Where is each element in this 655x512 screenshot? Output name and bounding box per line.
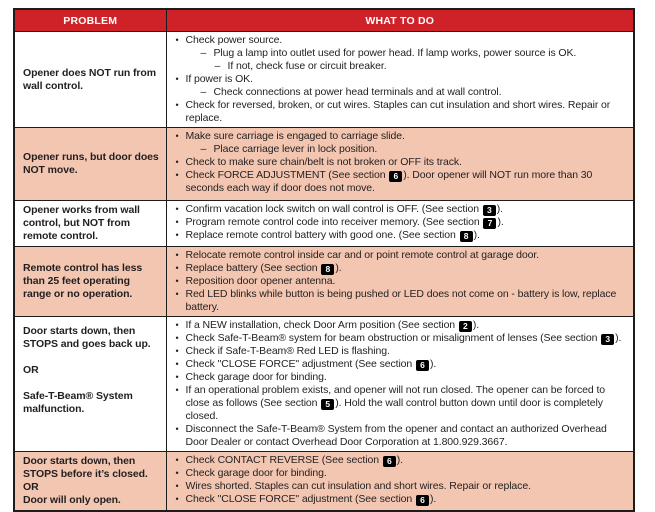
bullet-icon: • [175, 494, 179, 504]
bullet-icon: • [175, 35, 179, 45]
bullet-icon: • [175, 320, 179, 330]
section-number-badge: 6 [416, 495, 429, 506]
problem-text: Safe-T-Beam® System malfunction. [23, 390, 133, 415]
section-number-badge: 7 [483, 218, 496, 229]
problem-cell [14, 32, 166, 128]
table-row [14, 32, 634, 128]
todo-item: • Reposition door opener antenna. [175, 275, 336, 287]
bullet-icon: • [175, 157, 179, 167]
todo-item: • Check garage door for binding. [175, 467, 327, 479]
todo-item: • Wires shorted. Staples can cut insulation and short wires. Repair or replace. [175, 480, 531, 492]
todo-item: • Disconnect the Safe-T-Beam® System from the opener and contact an authorized Overhead Door Dealer or contact Overhead Door Corporation at 1.800.929.3667. [175, 423, 607, 448]
dash-icon: – [200, 86, 207, 98]
problem-text: Door starts down, then STOPS and goes back up. [23, 325, 151, 350]
todo-item: • Check to make sure chain/belt is not broken or OFF its track. [175, 156, 462, 168]
bullet-icon: • [175, 346, 179, 356]
problem-text: Opener does NOT run from wall control. [23, 66, 156, 92]
todo-item: • Check CONTACT REVERSE (See section 6 ). [175, 454, 403, 466]
todo-item: • Check FORCE ADJUSTMENT (See section 6 ). Door opener will NOT run more than 30 seconds each way if door does not move. [175, 169, 593, 194]
dash-icon: – [214, 60, 221, 72]
bullet-icon: • [175, 424, 179, 434]
header-row [14, 9, 634, 32]
table-body [14, 32, 634, 512]
todo-item: • Replace remote control battery with good one. (See section 8 ). [175, 229, 480, 241]
what-to-do-cell [166, 247, 634, 317]
what-to-do-cell [166, 317, 634, 452]
section-number-badge: 8 [321, 264, 334, 275]
section-number-badge: 3 [483, 205, 496, 216]
todo-item: – Place carriage lever in lock position. [200, 143, 378, 155]
todo-item: • If an operational problem exists, and opener will not run closed. The opener can be forced to close as follows (See section 5 ). Hold the wall control button down until door is completely closed. [175, 384, 606, 422]
todo-item: – If not, check fuse or circuit breaker. [214, 60, 387, 72]
problem-cell [14, 247, 166, 317]
section-number-badge: 8 [460, 231, 473, 242]
table-row [14, 201, 634, 247]
todo-item: – Plug a lamp into outlet used for power head. If lamp works, power source is OK. [200, 47, 577, 59]
what-to-do-column-header: WHAT TO DO [166, 9, 634, 32]
problem-cell [14, 201, 166, 247]
section-number-badge: 6 [416, 360, 429, 371]
problem-cell [14, 317, 166, 452]
bullet-icon: • [175, 481, 179, 491]
problem-text: Door starts down, then STOPS before it’s closed. [23, 455, 148, 480]
bullet-icon: • [175, 289, 179, 299]
troubleshooting-table [13, 8, 635, 512]
todo-item: • Check if Safe-T-Beam® Red LED is flashing. [175, 345, 390, 357]
problem-cell [14, 128, 166, 201]
todo-item: • Check Safe-T-Beam® system for beam obstruction or misalignment of lenses (See section 3 ). [175, 332, 622, 344]
problem-text: Opener works from wall control, but NOT from remote control. [23, 204, 140, 242]
problem-text: Opener runs, but door does NOT move. [23, 151, 159, 176]
problem-text: OR [23, 364, 39, 376]
table-row [14, 247, 634, 317]
bullet-icon: • [175, 359, 179, 369]
bullet-icon: • [175, 385, 179, 395]
todo-item: • Check for reversed, broken, or cut wires. Staples can cut insulation and short wires. Repair or replace. [175, 99, 611, 124]
dash-icon: – [200, 47, 207, 59]
section-number-badge: 2 [459, 321, 472, 332]
bullet-icon: • [175, 74, 179, 84]
section-number-badge: 6 [383, 456, 396, 467]
problem-column-header: PROBLEM [14, 9, 166, 32]
section-number-badge: 5 [321, 399, 334, 410]
section-number-badge: 3 [601, 334, 614, 345]
todo-item: • Check power source. [175, 34, 283, 46]
todo-item: • Make sure carriage is engaged to carriage slide. [175, 130, 405, 142]
table-row [14, 128, 634, 201]
todo-item: • Check "CLOSE FORCE" adjustment (See section 6 ). [175, 493, 437, 505]
bullet-icon: • [175, 455, 179, 465]
problem-text: Door will only open. [23, 494, 121, 506]
todo-item: • Red LED blinks while button is being pushed or LED does not come on - battery is low, replace battery. [175, 288, 617, 313]
problem-text: Remote control has less than 25 feet operating range or no operation. [23, 262, 143, 300]
what-to-do-cell [166, 452, 634, 512]
todo-item: – Check connections at power head terminals and at wall control. [200, 86, 502, 98]
todo-item: • If a NEW installation, check Door Arm position (See section 2 ). [175, 319, 480, 331]
problem-cell [14, 452, 166, 512]
table-row [14, 452, 634, 512]
bullet-icon: • [175, 276, 179, 286]
what-to-do-cell [166, 201, 634, 247]
todo-item: • Confirm vacation lock switch on wall control is OFF. (See section 3 ). [175, 203, 503, 215]
what-to-do-cell [166, 128, 634, 201]
bullet-icon: • [175, 100, 179, 110]
problem-text: OR [23, 481, 39, 493]
todo-item: • Check garage door for binding. [175, 371, 327, 383]
what-to-do-cell [166, 32, 634, 128]
section-number-badge: 6 [389, 171, 402, 182]
todo-item: • Relocate remote control inside car and or point remote control at garage door. [175, 249, 539, 261]
todo-item: • Check "CLOSE FORCE" adjustment (See section 6 ). [175, 358, 437, 370]
bullet-icon: • [175, 250, 179, 260]
bullet-icon: • [175, 170, 179, 180]
bullet-icon: • [175, 131, 179, 141]
table-row [14, 317, 634, 452]
bullet-icon: • [175, 468, 179, 478]
bullet-icon: • [175, 372, 179, 382]
todo-item: • Replace battery (See section 8 ). [175, 262, 342, 274]
bullet-icon: • [175, 230, 179, 240]
bullet-icon: • [175, 204, 179, 214]
todo-item: • Program remote control code into receiver memory. (See section 7 ). [175, 216, 504, 228]
bullet-icon: • [175, 217, 179, 227]
bullet-icon: • [175, 263, 179, 273]
todo-item: • If power is OK. [175, 73, 253, 85]
dash-icon: – [200, 143, 207, 155]
bullet-icon: • [175, 333, 179, 343]
